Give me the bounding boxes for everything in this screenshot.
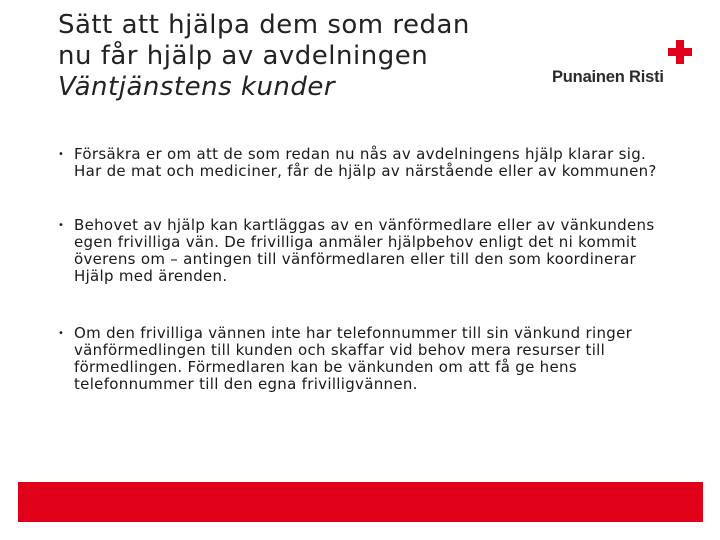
title-line-2: nu får hjälp av avdelningen	[58, 41, 429, 71]
bullet-item	[58, 217, 678, 285]
footer-bar	[18, 482, 703, 522]
logo-text: Punainen Risti	[552, 68, 664, 86]
bullet-dot-icon: •	[58, 328, 65, 339]
red-cross-logo	[546, 40, 696, 88]
title-line-1: Sätt att hjälpa dem som redan	[58, 10, 470, 40]
bullet-dot-icon: •	[58, 220, 65, 231]
title-line-3: Väntjänstens kunder	[58, 72, 336, 102]
bullet-item	[58, 146, 678, 180]
bullet-list	[58, 146, 678, 393]
red-cross-icon	[668, 40, 692, 64]
slide-title	[58, 10, 538, 103]
bullet-dot-icon: •	[58, 149, 65, 160]
bullet-item	[58, 325, 678, 393]
bullet-text: Om den frivilliga vännen inte har telefonnummer till sin vänkund ringer vänförmedlingen till kunden och skaffar vid behov mera resurser till förmedlingen. Förmedlaren kan be vänkunden om att få ge hens telefonnummer till den egna frivilligvännen.	[74, 324, 633, 393]
bullet-text: Behovet av hjälp kan kartläggas av en vänförmedlare eller av vänkundens egen frivilliga vän. De frivilliga anmäler hjälpbehov enligt det ni kommit överens om – antingen till vänförmedlaren eller till den som koordinerar Hjälp med ärenden.	[74, 216, 655, 285]
bullet-text: Försäkra er om att de som redan nu nås av avdelningens hjälp klarar sig. Har de mat och mediciner, får de hjälp av närstående eller av kommunen?	[74, 145, 657, 180]
